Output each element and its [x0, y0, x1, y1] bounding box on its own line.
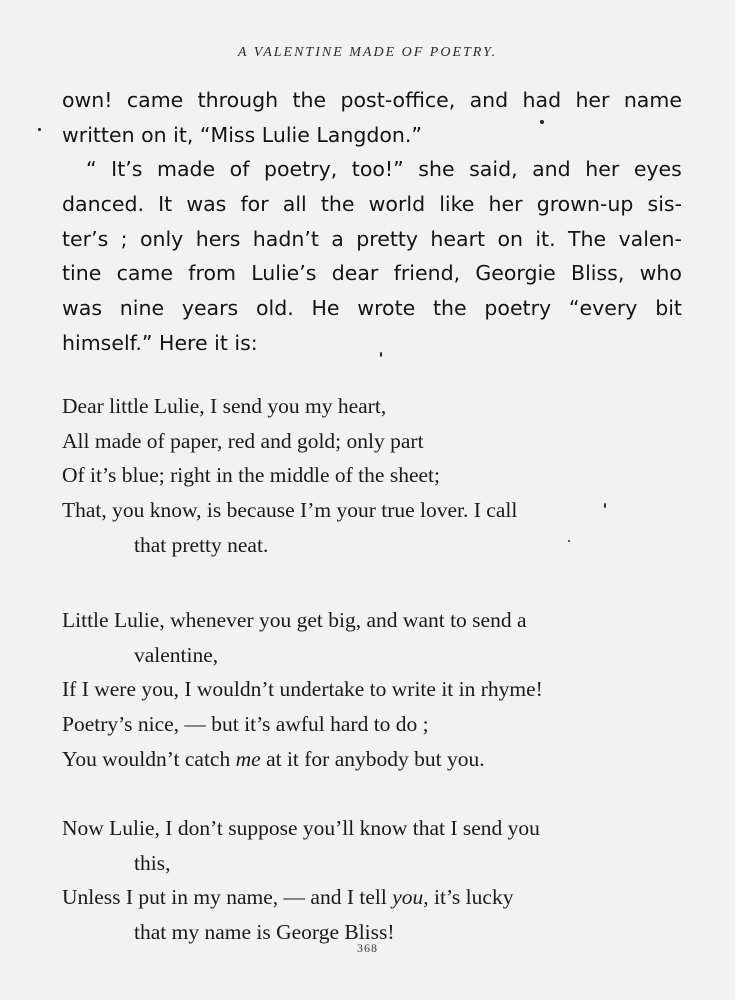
prose-word: came	[126, 88, 184, 112]
prose-word: hadn’t	[252, 226, 319, 251]
prose-line	[62, 187, 682, 222]
prose-line	[62, 222, 682, 257]
verse-text: at it for anybody but you.	[266, 746, 485, 771]
prose-word: hers	[195, 226, 241, 251]
prose-word: she	[418, 157, 455, 182]
ink-speck	[540, 120, 544, 124]
prose-word: nine	[119, 296, 165, 321]
prose-word: only	[139, 226, 184, 251]
prose-word: Lulie’s	[251, 261, 317, 286]
prose-line	[62, 83, 682, 118]
prose-word: valen-	[618, 226, 682, 251]
verse-line: If I were you, I wouldn’t undertake to write it in rhyme!	[62, 677, 543, 702]
prose-word: said,	[469, 157, 518, 182]
prose-line-text: himself.” Here it is:	[62, 330, 258, 355]
prose-word: of	[229, 157, 250, 182]
ink-speck	[568, 540, 570, 542]
prose-word: and	[532, 157, 571, 182]
prose-word: eyes	[633, 157, 682, 182]
prose-word: was	[62, 296, 103, 321]
prose-word: and	[469, 88, 509, 112]
prose-word: her	[488, 192, 523, 217]
ink-speck	[38, 128, 41, 131]
page-number: 368	[357, 941, 378, 955]
prose-word: made	[156, 157, 216, 182]
verse-line: That, you know, is because I’m your true lover. I call	[62, 498, 518, 523]
prose-paragraphs	[62, 83, 682, 361]
prose-word: dear	[331, 261, 379, 286]
prose-word: like	[439, 192, 475, 217]
prose-line-text: written on it, “Miss Lulie Langdon.”	[62, 122, 423, 147]
verse-line	[62, 880, 687, 915]
running-header: A VALENTINE MADE OF POETRY.	[237, 45, 498, 60]
prose-word: the	[320, 192, 355, 217]
prose-word: from	[188, 261, 236, 286]
prose-word: the	[292, 88, 327, 112]
prose-word: Georgie	[475, 261, 556, 286]
verse-line: Little Lulie, whenever you get big, and want to send a	[62, 608, 527, 632]
prose-word: It	[158, 192, 173, 217]
prose-word: friend,	[393, 261, 461, 286]
verse-line-continuation: that pretty neat.	[134, 532, 269, 557]
prose-word: for	[240, 192, 269, 217]
verse-line-continuation: valentine,	[134, 642, 219, 667]
prose-word: years	[181, 296, 239, 321]
prose-word: it.	[535, 226, 556, 251]
prose-word: wrote	[357, 296, 416, 321]
ink-speck	[380, 352, 382, 357]
prose-line	[62, 256, 682, 291]
prose-word: grown-up	[536, 192, 634, 217]
prose-word: Bliss,	[571, 261, 625, 286]
prose-word: was	[186, 192, 227, 217]
verse-emphasis: me	[235, 746, 261, 771]
verse-line: Of it’s blue; right in the middle of the sheet;	[62, 463, 440, 488]
prose-line	[62, 118, 682, 153]
prose-word: name	[623, 88, 682, 112]
prose-word: ;	[120, 226, 128, 251]
prose-word: through	[197, 88, 279, 112]
prose-word: world	[368, 192, 426, 217]
prose-word: ter’s	[62, 226, 109, 251]
prose-line	[62, 152, 682, 187]
prose-word: sis-	[647, 192, 682, 217]
prose-word: own!	[62, 88, 113, 112]
prose-word: poetry	[484, 296, 552, 321]
verse-line: Now Lulie, I don’t suppose you’ll know that I send you	[62, 816, 540, 840]
prose-word: a	[331, 226, 344, 251]
prose-word: The	[567, 226, 607, 251]
prose-word: her	[585, 157, 620, 182]
prose-line	[62, 326, 682, 361]
verse-text: Unless I put in my name, — and I tell	[62, 885, 387, 910]
prose-word: who	[639, 261, 682, 286]
poem-stanza-3	[62, 811, 687, 950]
prose-word: post-office,	[340, 88, 456, 112]
prose-word: came	[116, 261, 174, 286]
verse-line: Dear little Lulie, I send you my heart,	[62, 394, 387, 418]
verse-text: it’s lucky	[434, 885, 514, 910]
prose-line	[62, 291, 682, 326]
prose-word: bit	[655, 296, 682, 321]
prose-word: danced.	[62, 192, 144, 217]
verse-line	[62, 742, 687, 777]
verse-line: Poetry’s nice, — but it’s awful hard to do ;	[62, 712, 429, 737]
poem-stanza-1	[62, 389, 687, 562]
prose-word: all	[282, 192, 307, 217]
poem-stanza-2	[62, 603, 687, 776]
verse-emphasis: you,	[392, 885, 429, 910]
prose-word: had	[522, 88, 562, 112]
verse-line: All made of paper, red and gold; only part	[62, 428, 424, 453]
verse-line-continuation: this,	[134, 850, 171, 875]
prose-word: “	[86, 157, 97, 182]
prose-word: old.	[255, 296, 294, 321]
ink-speck	[604, 503, 606, 508]
prose-word: tine	[62, 261, 102, 286]
verse-text: You wouldn’t catch	[62, 746, 231, 771]
prose-word: He	[311, 296, 340, 321]
prose-word: heart	[430, 226, 486, 251]
prose-word: pretty	[356, 226, 419, 251]
prose-word: “every	[568, 296, 638, 321]
prose-word: poetry,	[263, 157, 338, 182]
prose-word: her	[575, 88, 610, 112]
prose-word: too!”	[351, 157, 404, 182]
prose-word: on	[497, 226, 523, 251]
prose-word: the	[432, 296, 467, 321]
prose-word: It’s	[111, 157, 143, 182]
verse-line-continuation: that my name is George Bliss!	[134, 920, 395, 945]
